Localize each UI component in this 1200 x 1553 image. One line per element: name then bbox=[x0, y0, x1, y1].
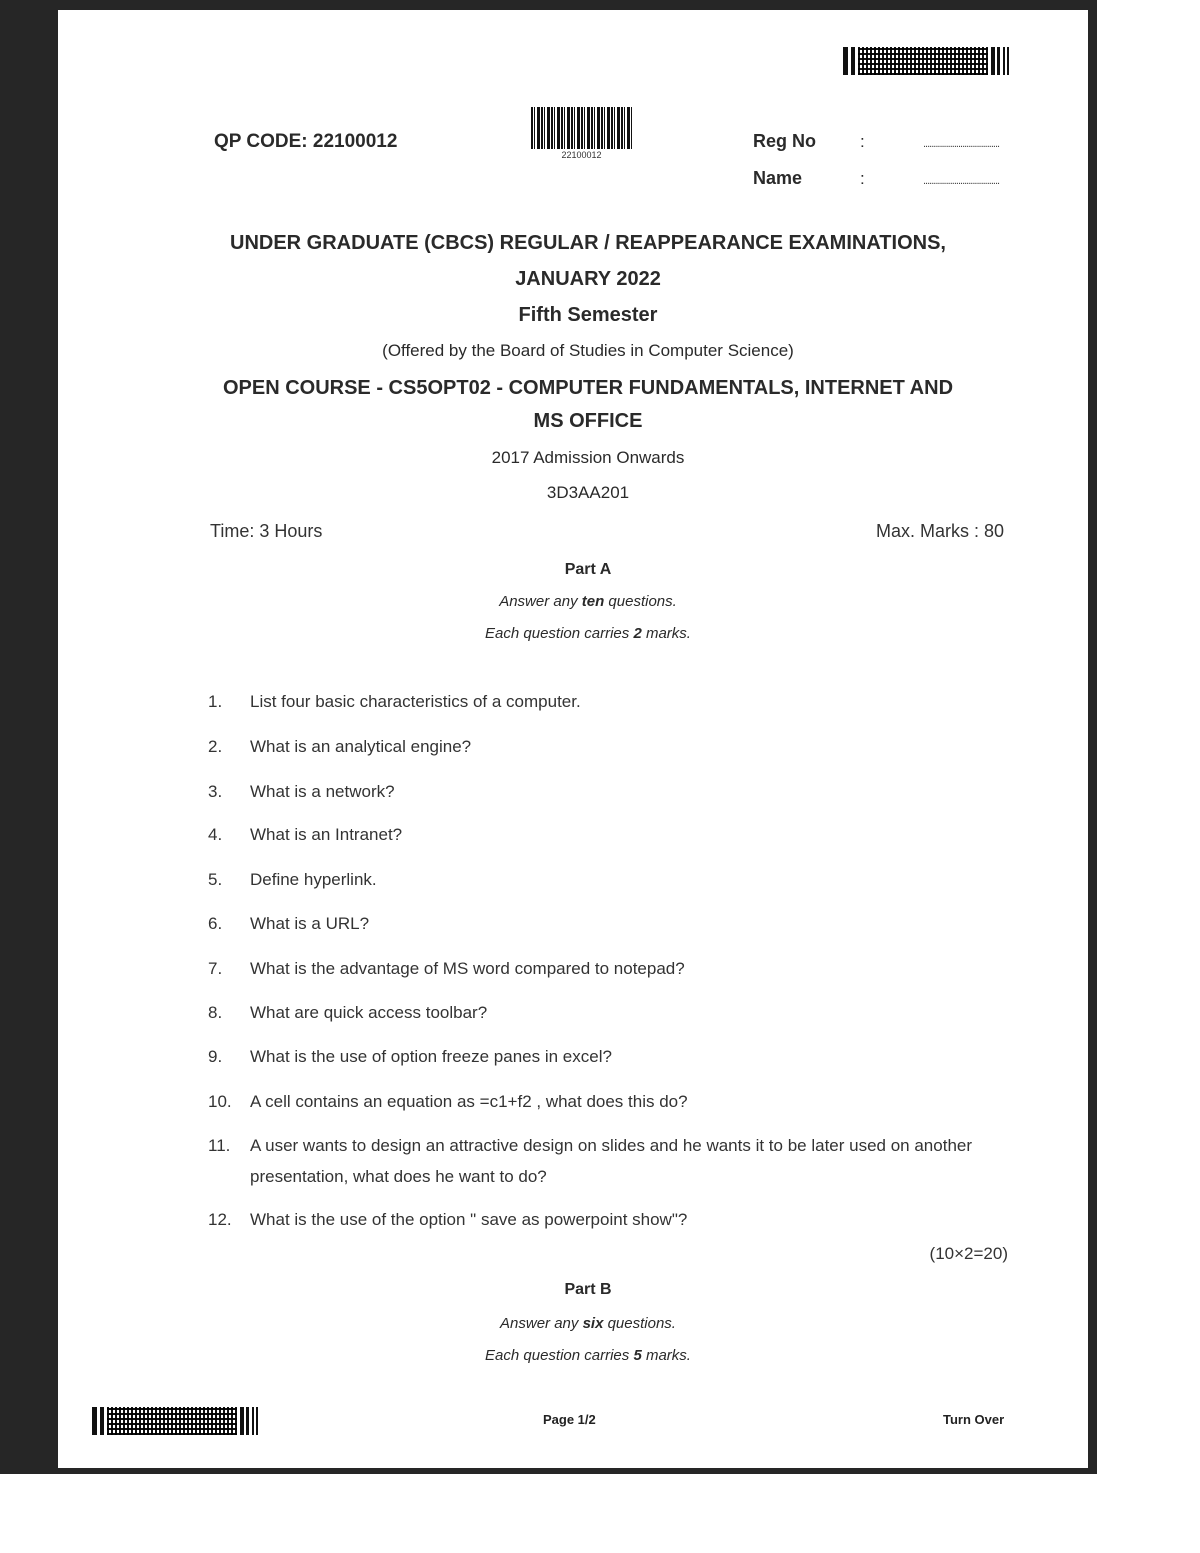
reg-no-blank: ..................................... bbox=[923, 138, 1000, 150]
question-number: 7. bbox=[208, 959, 223, 978]
question-number: 9. bbox=[208, 1047, 223, 1066]
question-number: 11. bbox=[208, 1136, 231, 1155]
part-a-instruction: Answer any ten questions. bbox=[499, 593, 677, 610]
question-number: 8. bbox=[208, 1003, 223, 1022]
part-a-total-marks: (10×2=20) bbox=[929, 1244, 1008, 1263]
question-number: 12. bbox=[208, 1210, 232, 1229]
qp-code: QP CODE: 22100012 bbox=[214, 131, 398, 152]
question-number: 6. bbox=[208, 914, 223, 933]
question-text: What is an Intranet? bbox=[250, 825, 403, 844]
question-number: 5. bbox=[208, 870, 223, 889]
name-blank: ..................................... bbox=[923, 175, 1000, 187]
frame-top-border bbox=[0, 0, 1097, 10]
question-text: What is the advantage of MS word compared to notepad? bbox=[250, 959, 685, 978]
question-number: 4. bbox=[208, 825, 223, 844]
offered-by: (Offered by the Board of Studies in Computer Science) bbox=[382, 341, 794, 360]
frame-left-border bbox=[0, 0, 58, 1474]
admission: 2017 Admission Onwards bbox=[491, 448, 685, 467]
qp-barcode-icon bbox=[531, 107, 632, 149]
part-b-instruction: Answer any six questions. bbox=[500, 1315, 676, 1332]
frame-right-border bbox=[1088, 0, 1097, 1474]
max-marks: Max. Marks : 80 bbox=[875, 521, 1004, 541]
name-colon: : bbox=[860, 169, 865, 188]
part-a-marks-note: Each question carries 2 marks. bbox=[485, 625, 691, 642]
exam-time: Time: 3 Hours bbox=[210, 521, 323, 541]
question-text: Define hyperlink. bbox=[250, 870, 377, 889]
exam-title-line1: UNDER GRADUATE (CBCS) REGULAR / REAPPEARANCE EXAMINATIONS, bbox=[230, 232, 946, 254]
part-a-heading: Part A bbox=[564, 561, 612, 578]
question-number: 10. bbox=[208, 1092, 232, 1111]
course-title-line1: OPEN COURSE - CS5OPT02 - COMPUTER FUNDAMENTALS, INTERNET AND bbox=[222, 377, 954, 399]
paper-code: 3D3AA201 bbox=[546, 483, 630, 502]
reg-no-label: Reg No bbox=[753, 131, 816, 151]
question-text: What is the use of the option " save as powerpoint show"? bbox=[250, 1210, 688, 1229]
question-text: What are quick access toolbar? bbox=[250, 1003, 488, 1022]
frame-bottom-border bbox=[0, 1468, 1097, 1474]
reg-no-colon: : bbox=[860, 132, 865, 151]
question-text: What is an analytical engine? bbox=[250, 737, 472, 756]
course-title-line2: MS OFFICE bbox=[533, 410, 643, 432]
question-number: 3. bbox=[208, 782, 223, 801]
name-label: Name bbox=[753, 168, 803, 188]
barcode-top-icon bbox=[843, 47, 1019, 75]
barcode-number: 22100012 bbox=[561, 150, 602, 160]
semester: Fifth Semester bbox=[518, 304, 658, 326]
part-b-marks-note: Each question carries 5 marks. bbox=[485, 1347, 691, 1364]
question-text: What is a network? bbox=[250, 782, 395, 801]
turn-over: Turn Over bbox=[943, 1412, 1005, 1427]
part-b-heading: Part B bbox=[564, 1281, 612, 1298]
question-text: A user wants to design an attractive design on slides and he wants it to be later used on another presentation, what does he want to do? bbox=[250, 1136, 973, 1186]
barcode-bottom-icon bbox=[92, 1407, 266, 1435]
question-text: What is the use of option freeze panes in excel? bbox=[250, 1047, 612, 1066]
exam-title-line2: JANUARY 2022 bbox=[515, 268, 661, 290]
question-text: List four basic characteristics of a computer. bbox=[250, 692, 581, 711]
question-text: What is a URL? bbox=[250, 914, 370, 933]
question-text: A cell contains an equation as =c1+f2 , what does this do? bbox=[250, 1092, 688, 1111]
question-number: 1. bbox=[208, 692, 223, 711]
page-number: Page 1/2 bbox=[543, 1412, 596, 1427]
question-number: 2. bbox=[208, 737, 223, 756]
